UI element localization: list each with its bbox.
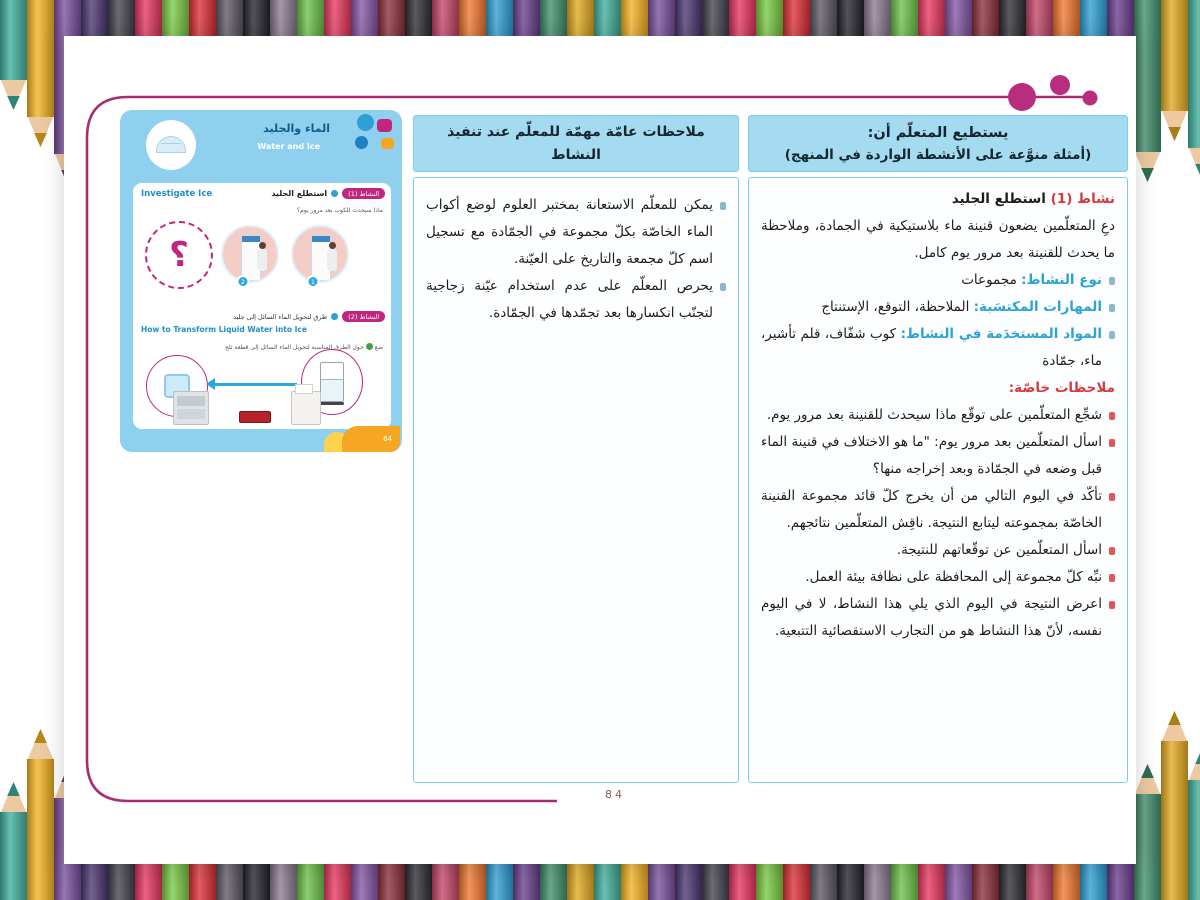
bullet-icon bbox=[720, 283, 726, 291]
magnifier-icon bbox=[330, 312, 339, 321]
child-figure-icon bbox=[257, 249, 267, 271]
question-mark: ؟ bbox=[169, 235, 189, 275]
activity1-question: ماذا سيحدث للكوب بعد مرور يوم؟ bbox=[296, 207, 383, 214]
photo-number-2: 2 bbox=[237, 275, 250, 288]
meta-label: المهارات المكتسَبة: bbox=[973, 299, 1102, 315]
header-line-1: يستطيع المتعلّم أن: bbox=[867, 125, 1009, 142]
special-note-text: اعرض النتيجة في اليوم الذي يلي هذا النشاط، لا في اليوم نفسه، لأنّ هذا النشاط هو من التجارب الاستقصائية التتبعية. bbox=[761, 596, 1102, 639]
special-notes-heading: ملاحظات خاصّة: bbox=[1008, 380, 1115, 396]
ice-dome-icon bbox=[156, 136, 186, 153]
water-drop-icon bbox=[355, 136, 368, 149]
faucet-icon bbox=[377, 119, 392, 132]
activity1-badge: النشاط (1) bbox=[342, 188, 385, 199]
special-note-text: اسأل المتعلّمين بعد مرور يوم: "ما هو الاختلاف في قنينة الماء قبل وضعه في الجمّادة وبعد إخراجه منها؟ bbox=[761, 434, 1102, 477]
instruction-post: حول الطرق المناسبة لتحويل الماء السائل إلى قطعة ثلج bbox=[224, 344, 364, 351]
activity-column bbox=[748, 177, 1128, 783]
bullet-icon bbox=[1109, 331, 1115, 339]
list-item bbox=[761, 591, 1115, 645]
left-arrow-icon bbox=[215, 383, 297, 386]
activity-number-label: نشاط (1) bbox=[1050, 191, 1115, 207]
activity-intro: دعِ المتعلّمين يضعون قنينة ماء بلاستيكية في الجمادة، وملاحظة ما يحدث للقنينة بعد مرور يوم كامل. bbox=[761, 218, 1115, 261]
child-figure-icon bbox=[327, 249, 337, 271]
special-note-text: نبِّه كلّ مجموعة إلى المحافظة على نظافة بيئة العمل. bbox=[805, 569, 1102, 585]
activity2-badge: النشاط (2) bbox=[342, 311, 385, 322]
meta-item bbox=[761, 321, 1115, 375]
teacher-note-text: يحرص المعلّم على عدم استخدام عيّنة زجاجية لتجنّب انكسارها بعد تجمّدها في الجمّادة. bbox=[426, 278, 713, 321]
list-item bbox=[426, 273, 726, 327]
activity2-instruction bbox=[225, 343, 383, 351]
meta-value: الملاحظة، التوقع، الإستنتاج bbox=[821, 299, 970, 315]
deco-circle-medium bbox=[1050, 75, 1070, 95]
bullet-icon bbox=[720, 202, 726, 210]
bullet-icon bbox=[1109, 304, 1115, 312]
list-item bbox=[426, 192, 726, 273]
bullet-icon bbox=[1109, 547, 1115, 555]
photo-circle-2 bbox=[221, 225, 279, 283]
special-note-text: شجِّع المتعلّمين على توقّع ماذا سيحدث للقنينة بعد مرور يوم. bbox=[766, 407, 1102, 423]
meta-item bbox=[761, 267, 1115, 294]
deco-circle-large bbox=[1008, 83, 1036, 111]
teacher-note-text: يمكن للمعلّم الاستعانة بمختبر العلوم لوضع أكواب الماء الخاصّة بكلّ مجموعة في الجمّادة مع تسجيل اسم كلّ مجمعة والتاريخ على العيّنة. bbox=[426, 197, 713, 267]
thumbnail-inner-card bbox=[132, 182, 392, 430]
bullet-icon bbox=[1109, 574, 1115, 582]
water-glass-icon bbox=[320, 362, 344, 402]
magnifier-icon bbox=[330, 189, 339, 198]
list-item bbox=[761, 402, 1115, 429]
activity2-title-english: How to Transform Liquid Water into Ice bbox=[141, 325, 307, 334]
activity1-title: استطلع الجليد bbox=[271, 189, 328, 198]
bullet-icon bbox=[1109, 277, 1115, 285]
meta-item bbox=[761, 294, 1115, 321]
meta-label: نوع النشاط: bbox=[1021, 272, 1102, 288]
meta-label: المواد المستخدَمة في النشاط: bbox=[900, 326, 1103, 342]
bullet-icon bbox=[1109, 412, 1115, 420]
unit-icon-circle bbox=[146, 120, 196, 170]
activity2-title-arabic: طرق لتحويل الماء السائل إلى جليد bbox=[233, 312, 328, 321]
activity-title: استطلع الجليد bbox=[951, 191, 1046, 207]
freezer-drawers-icon bbox=[173, 391, 209, 425]
header-line-2: (أمثلة منوَّعة على الأنشطة الواردة في المنهج) bbox=[784, 146, 1092, 163]
thumbnail-page-number: 64 bbox=[342, 426, 400, 452]
question-mark-circle bbox=[145, 221, 213, 289]
special-note-text: تأكّد في اليوم التالي من أن يخرج كلّ قائد مجموعة القنينة الخاصّة بمجموعته ليتابع النتيجة. ناقِش المتعلّمين نتائجهم. bbox=[761, 488, 1102, 531]
bullet-icon bbox=[1109, 439, 1115, 447]
student-book-thumbnail bbox=[120, 110, 402, 452]
instruction-pre: ضع bbox=[374, 344, 383, 351]
table-header-learner-outcomes bbox=[748, 115, 1128, 172]
bullet-icon bbox=[1109, 601, 1115, 609]
special-note-text: اسأل المتعلّمين عن توقّعاتهم للنتيجة. bbox=[896, 542, 1102, 558]
list-item bbox=[761, 483, 1115, 537]
page-number: 84 bbox=[605, 788, 625, 801]
hand-icon bbox=[381, 138, 394, 149]
activity-heading bbox=[761, 186, 1115, 213]
photo-circle-1 bbox=[291, 225, 349, 283]
investigate-ice-label: Investigate Ice bbox=[141, 189, 213, 199]
unit-title-arabic: الماء والجليد bbox=[263, 122, 330, 135]
activity2-header bbox=[233, 311, 385, 322]
table-header-teacher-notes: ملاحظات عامّة مهمّة للمعلّم عند تنفيذ النشاط bbox=[413, 115, 739, 172]
activity1-header bbox=[271, 188, 385, 199]
refrigerator-icon bbox=[291, 391, 321, 425]
bucket-icon bbox=[357, 114, 374, 131]
worksheet-paper bbox=[64, 36, 1136, 864]
list-item bbox=[761, 429, 1115, 483]
list-item bbox=[761, 537, 1115, 564]
unit-title-english: Water and Ice bbox=[257, 142, 320, 151]
deco-circle-small bbox=[1083, 91, 1098, 106]
green-circle-icon bbox=[366, 343, 373, 350]
teacher-notes-column bbox=[413, 177, 739, 783]
red-tray-icon bbox=[239, 411, 271, 423]
list-item bbox=[761, 564, 1115, 591]
photo-number-1: 1 bbox=[307, 275, 320, 288]
bullet-icon bbox=[1109, 493, 1115, 501]
meta-value: كوب شفّاف، قلم تأشير، ماء، جمّادة bbox=[761, 326, 1102, 369]
meta-value: مجموعات bbox=[961, 272, 1017, 288]
